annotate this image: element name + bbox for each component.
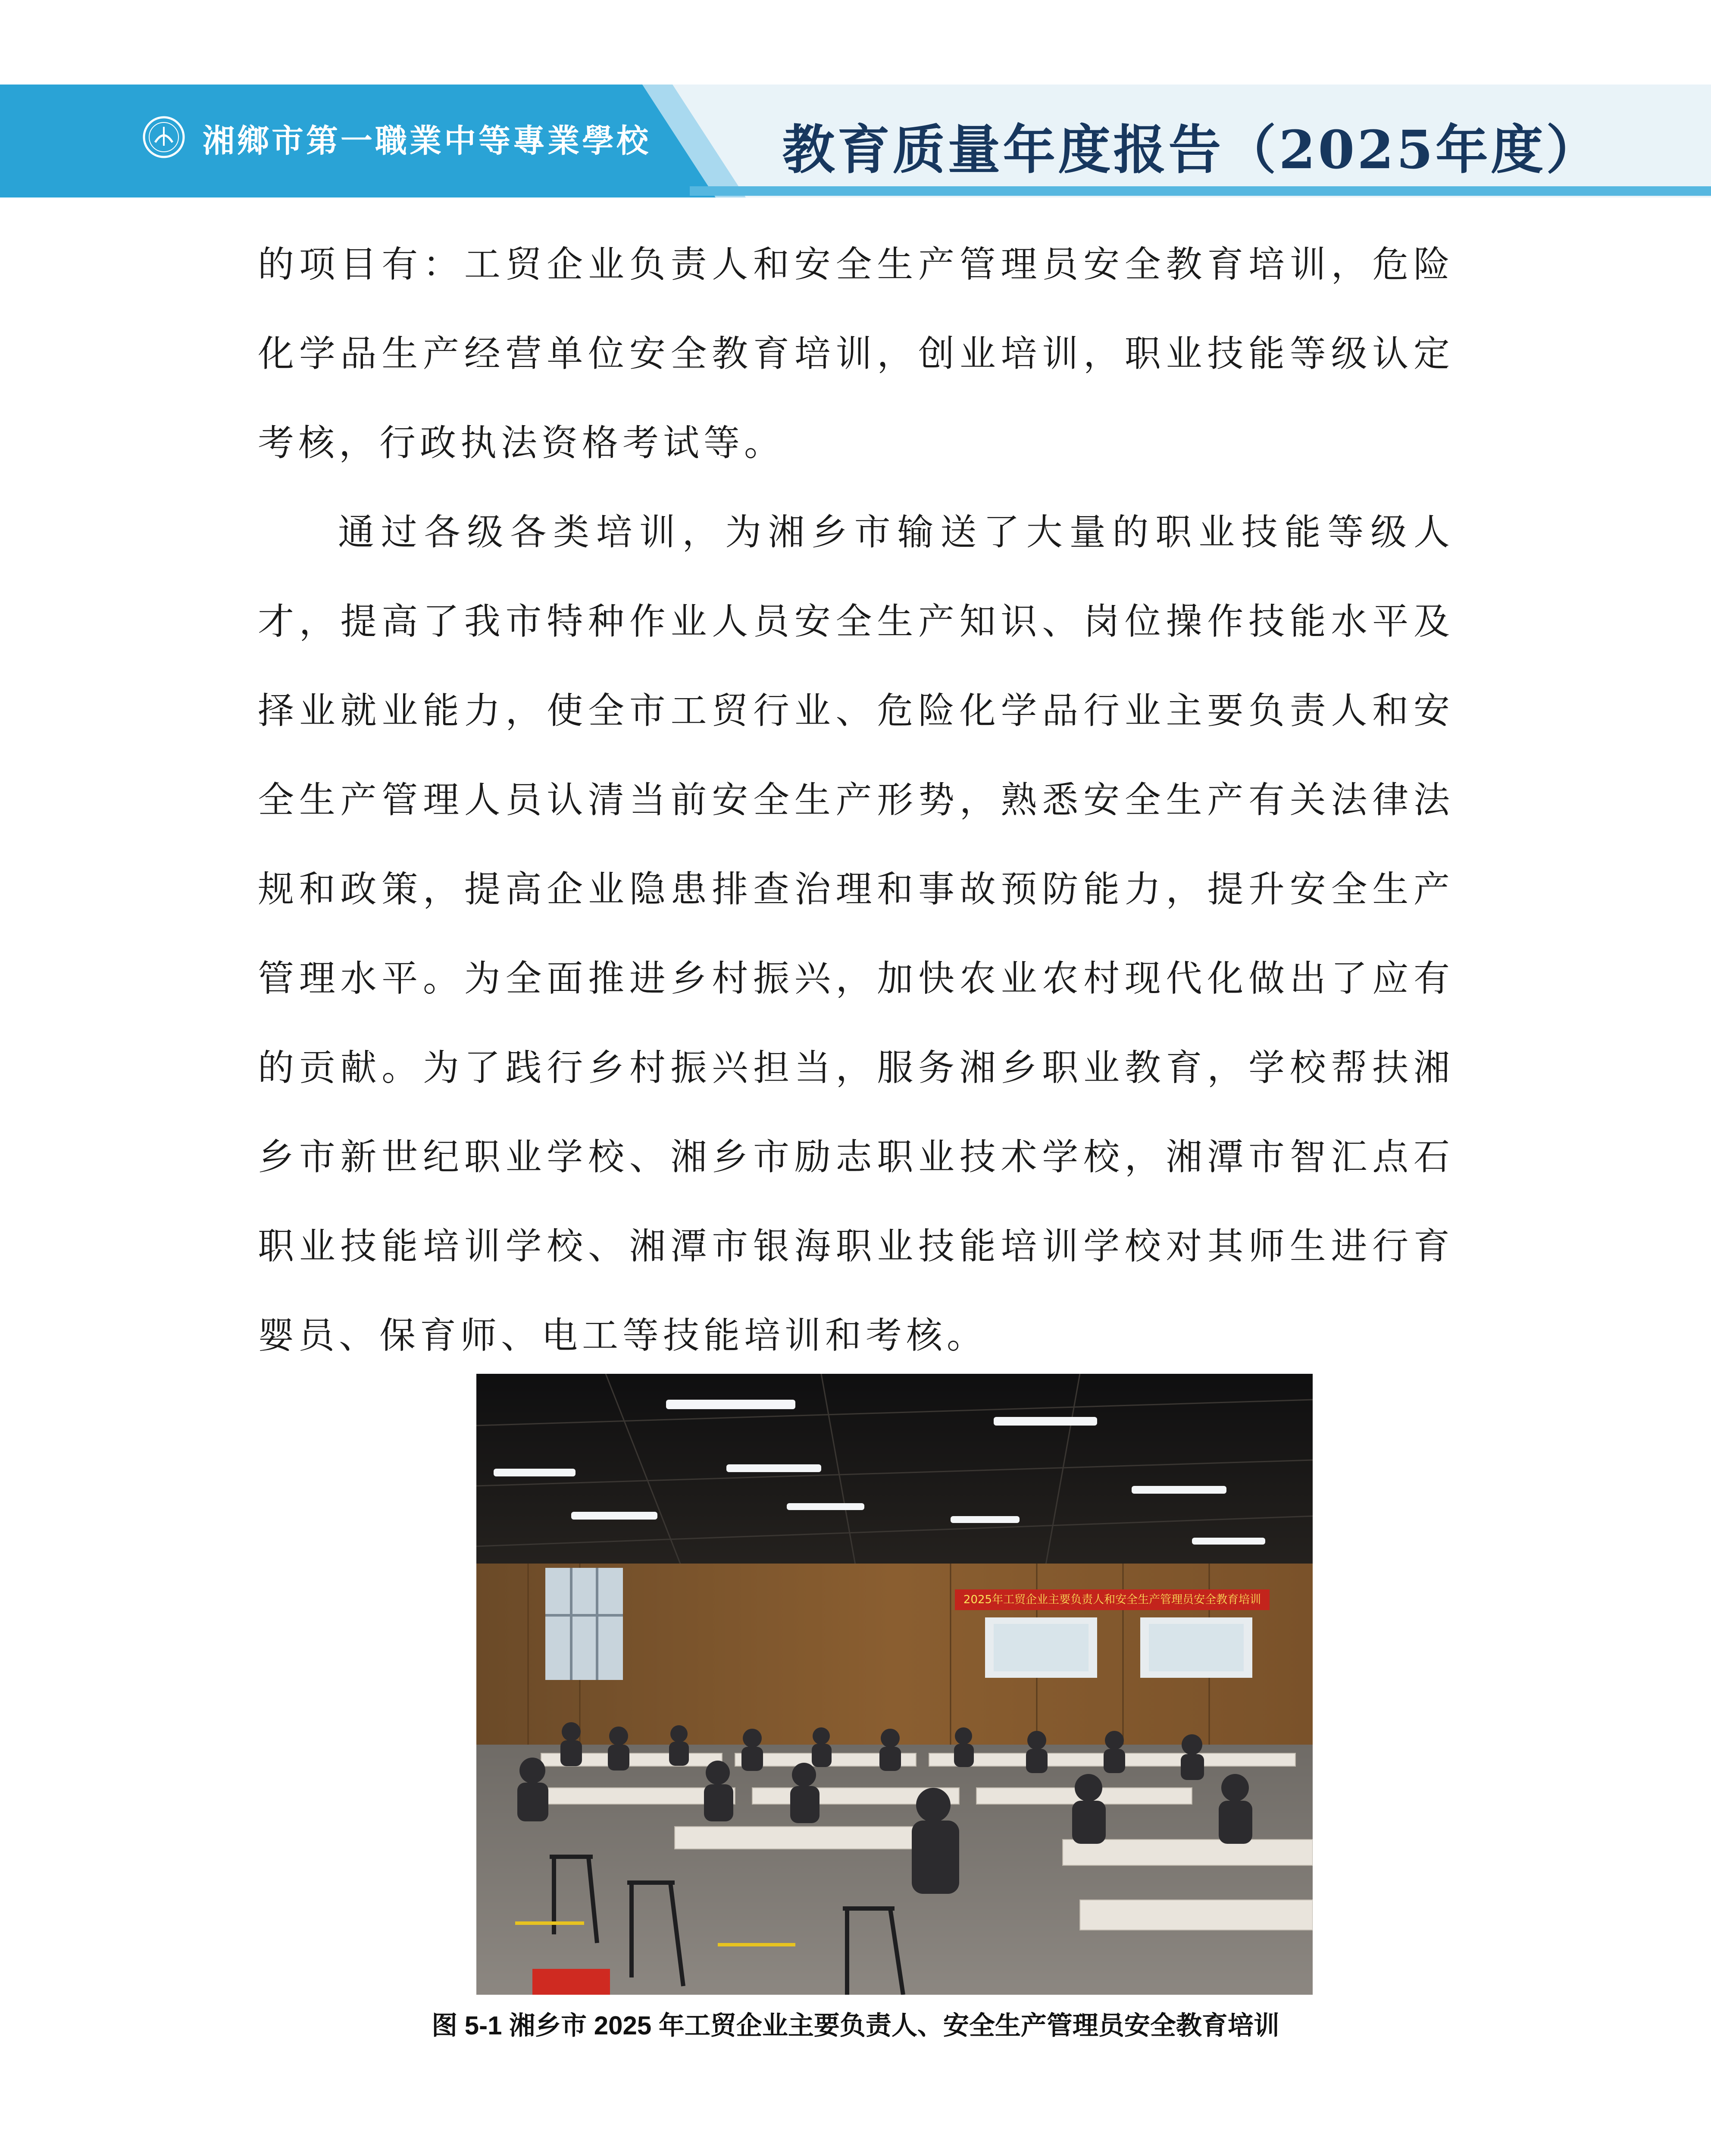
school-logo-icon <box>142 116 185 159</box>
banner-text: 2025年工贸企业主要负责人和安全生产管理员安全教育培训 <box>963 1593 1261 1606</box>
body-content <box>258 220 1454 1380</box>
figure-caption: 图 5-1 湘乡市 2025 年工贸企业主要负责人、安全生产管理员安全教育培训 <box>432 2011 1279 2040</box>
training-session-photo <box>476 1374 1313 1995</box>
paragraph-training-results: 通过各级各类培训，为湘乡市输送了大量的职业技能等级人才，提高了我市特种作业人员安全生产知识、岗位操作技能水平及择业就业能力，使全市工贸行业、危险化学品行业主要负责人和安全生产管理人员认清当前安全生产形势，熟悉安全生产有关法律法规和政策，提高企业隐患排查治理和事故预防能力，提升安全生产管理水平。为全面推进乡村振兴，加快农业农村现代化做出了应有的贡献。为了践行乡村振兴担当，服务湘乡职业教育，学校帮扶湘乡市新世纪职业学校、湘乡市励志职业技术学校，湘潭市智汇点石职业技能培训学校、湘潭市银海职业技能培训学校对其师生进行育婴员、保育师、电工等技能培训和考核。 <box>258 511 1454 1357</box>
header-rule <box>690 186 1711 196</box>
report-title: 教育质量年度报告（2025年度） <box>782 119 1601 181</box>
school-name: 湘鄉市第一職業中等專業學校 <box>203 122 651 160</box>
classroom-scene <box>476 1374 1313 1995</box>
paragraph-continued: 的项目有：工贸企业负责人和安全生产管理员安全教育培训，危险化学品生产经营单位安全教育培训，创业培训，职业技能等级认定考核，行政执法资格考试等。 <box>258 243 1454 464</box>
